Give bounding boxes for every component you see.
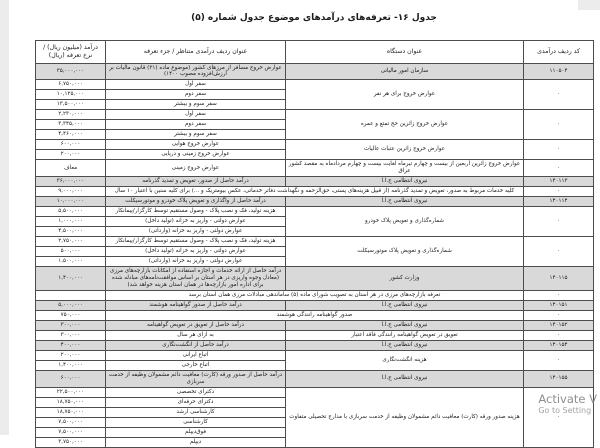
table-cell: ۰ xyxy=(524,207,594,237)
table-cell: ۱۴۰۱۱۵ xyxy=(524,267,594,291)
table-cell: ۳۰۰,۰۰۰ xyxy=(36,331,106,341)
table-cell: ۰ xyxy=(524,140,594,160)
table-cell: ۹,۰۰۰,۰۰۰ xyxy=(36,187,106,197)
table-row xyxy=(36,321,594,331)
table-cell: ۴,۴۶۰,۰۰۰ xyxy=(36,130,106,140)
table-cell: ۱۱۰۵۰۴ xyxy=(524,63,594,80)
table-row xyxy=(36,331,594,341)
table-cell: درآمد حاصل از صدور، تعویض و تمدید گذرنامه xyxy=(106,177,286,187)
table-cell: ۳,۷۵۰,۰۰۰ xyxy=(36,437,106,447)
table-cell: هزینه انگشت‌نگاری xyxy=(286,351,524,371)
table-cell: عوارض خروج زمینی و دریایی xyxy=(106,150,286,160)
table-cell: دکترای حرفه‌ای xyxy=(106,397,286,407)
table-header xyxy=(36,41,594,64)
table-cell: ۶۰۰,۰۰۰ xyxy=(36,371,106,388)
table-cell: ۰ xyxy=(524,187,594,197)
table-row xyxy=(36,291,594,301)
table-cell: ۱۴۰۱۵۱ xyxy=(524,301,594,311)
table-cell: ۱۴۰۱۵۲ xyxy=(524,321,594,331)
table-row xyxy=(36,237,594,247)
table-cell: ۶,۷۵۰,۰۰۰ xyxy=(36,80,106,90)
table-row xyxy=(36,301,594,311)
table-cell: اتباع خارجی xyxy=(106,361,286,371)
table-cell: ۲۰۰,۰۰۰ xyxy=(36,351,106,361)
table-cell: عوارض خروج زائرین حج تمتع و عمره xyxy=(286,110,524,140)
table-row xyxy=(36,371,594,388)
column-header-amount: درآمد (میلیون ریال) / نرخ تعرفه (ریال) xyxy=(36,41,106,64)
table-cell: عوارض خروج زمینی xyxy=(106,160,286,177)
table-row xyxy=(36,187,594,197)
table-cell: عوارض دولتی - واریز به خزانه (تولید داخل) xyxy=(106,247,286,257)
table-cell: ۰ xyxy=(524,237,594,267)
table-cell: دیپلم xyxy=(106,437,286,447)
table-cell: درآمد حاصل از انگشت‌نگاری xyxy=(106,341,286,351)
table-cell: ۱,۰۰۰,۰۰۰ xyxy=(36,217,106,227)
table-cell: ۳۶,۰۰۰,۰۰۰ xyxy=(36,177,106,187)
page-edge-top-right xyxy=(578,0,600,10)
table-cell: ۰ xyxy=(524,160,594,177)
table-cell: ۰ xyxy=(524,311,594,321)
table-cell: معاف xyxy=(36,160,106,177)
column-header-revenue-code: کد ردیف درآمدی xyxy=(524,41,594,64)
table-cell: عوارض دولتی - واریز به خزانه (تولید داخل) xyxy=(106,217,286,227)
table-cell: عوارض خروج زائرین اربعین از بیست و چهارم تیرماه لغایت بیست و چهارم مردادماه به مقصد کشور عراق xyxy=(286,160,524,177)
table-cell: ۰ xyxy=(524,387,594,447)
table-row xyxy=(36,63,594,80)
table-row xyxy=(36,140,594,150)
table-row xyxy=(36,110,594,120)
table-cell: ۳۰۰,۰۰۰ xyxy=(36,321,106,331)
table-cell: اتباع ایرانی xyxy=(106,351,286,361)
table-cell: ۰ xyxy=(524,351,594,371)
table-cell: نیروی انتظامی ج.ا.ا xyxy=(286,371,524,388)
table-cell: ۴۰۰,۰۰۰ xyxy=(36,341,106,351)
table-cell: نیروی انتظامی ج.ا.ا xyxy=(286,177,524,187)
table-cell: عوارض خروج مسافر از مرزهای کشور (موضوع ماده (۳۱) قانون مالیات بر ارزش‌افزوده مصوب ۱۴۰۰) xyxy=(106,63,286,80)
table-cell: عوارض خروج زائرین عتبات عالیات xyxy=(286,140,524,160)
table-header-row xyxy=(36,41,594,64)
table-cell: ۳,۳۴۵,۰۰۰ xyxy=(36,120,106,130)
table-row xyxy=(36,177,594,187)
table-cell: ۱۰,۰۰۰,۰۰۰ xyxy=(36,197,106,207)
page-edge-left xyxy=(0,0,9,435)
table-cell: ۰ xyxy=(524,80,594,110)
table-cell: ۰ xyxy=(524,291,594,301)
table-cell: فوق‌دیپلم xyxy=(106,427,286,437)
table-cell: ۱۰,۱۲۵,۰۰۰ xyxy=(36,90,106,100)
table-cell: ۵,۵۰۰,۰۰۰ xyxy=(36,207,106,217)
table-cell: تعویق در تعویض گواهینامه رانندگی فاقد اعتبار xyxy=(286,331,524,341)
table-cell: به ازای هر سال xyxy=(106,331,286,341)
table-cell: ۰ xyxy=(524,331,594,341)
table-cell: وزارت کشور xyxy=(286,267,524,291)
table-cell: ۷,۵۰۰,۰۰۰ xyxy=(36,417,106,427)
table-cell: ۱۴۰۱۵۴ xyxy=(524,341,594,351)
table-row xyxy=(36,341,594,351)
table-cell: سفر سوم و بیشتر xyxy=(106,130,286,140)
watermark-line2: Go to Setting xyxy=(538,406,592,415)
table-cell: شماره‌گذاری و تعویض پلاک خودرو xyxy=(286,207,524,237)
table-cell: سفر اول xyxy=(106,110,286,120)
table-row xyxy=(36,387,594,397)
table-cell: ۷,۵۰۰,۰۰۰ xyxy=(36,427,106,437)
table-cell: عوارض دولتی - واریز به خزانه (وارداتی) xyxy=(106,227,286,237)
table-cell: درآمد حاصل از واگذاری و تعویض پلاک خودرو و موتورسیکلت xyxy=(106,197,286,207)
page-title: جدول ۱۶- تعرفه‌های درآمدهای موضوع جدول شماره (۵) xyxy=(191,13,437,23)
table-cell: سفر دوم xyxy=(106,120,286,130)
table-cell: سفر اول xyxy=(106,80,286,90)
column-header-revenue-title: عنوان ردیف درآمدی متناظر / جزء تعرفه xyxy=(106,41,286,64)
table-cell: ۲,۷۵۰,۰۰۰ xyxy=(36,237,106,247)
table-cell: هزینه صدور ورقه (کارت) معافیت دائم مشمولان وظیفه از خدمت سربازی با مدارج تحصیلی متفاوت xyxy=(286,387,524,447)
table-cell: سفر دوم xyxy=(106,90,286,100)
table-cell: نیروی انتظامی ج.ا.ا xyxy=(286,197,524,207)
column-header-agency: عنوان دستگاه xyxy=(286,41,524,64)
table-cell: ۱,۵۰۰,۰۰۰ xyxy=(36,257,106,267)
table-cell: دکترای تخصصی xyxy=(106,387,286,397)
table-cell: ۱۴۰۱۵۵ xyxy=(524,371,594,388)
table-cell: ۱۸,۷۵۰,۰۰۰ xyxy=(36,407,106,417)
table-cell: درآمد حاصل از ارائه خدمات و اجازه استفاده از امکانات بازارچه‌های مرزی (معادل وجوه واریزی در هر استان بر اساس موافقت‌نامه‌های مبادله شده برای اداره امور بازارچه‌ها در همان استان هزینه خواهد شد) xyxy=(106,267,286,291)
table-cell: ۱۴۰۱۱۳ xyxy=(524,177,594,187)
table-cell: ۲۲,۵۰۰,۰۰۰ xyxy=(36,387,106,397)
table-row xyxy=(36,351,594,361)
table-cell: ۱۴۰۱۱۴ xyxy=(524,197,594,207)
table-cell: ۲,۲۳۰,۰۰۰ xyxy=(36,110,106,120)
table-cell: سفر سوم و بیشتر xyxy=(106,100,286,110)
table-cell: کارشناسی xyxy=(106,417,286,427)
table-cell: کارشناسی ارشد xyxy=(106,407,286,417)
table-cell: نیروی انتظامی ج.ا.ا xyxy=(286,301,524,311)
table-row xyxy=(36,197,594,207)
table-cell: هزینه تولید، فک و نصب پلاک - وصول مستقیم توسط کارگزار/پیمانکار xyxy=(106,207,286,217)
table-row xyxy=(36,311,594,321)
table-cell: درآمد حاصل از تعویق در تعویض گواهینامه xyxy=(106,321,286,331)
table-cell: ۱,۴۰۰,۰۰۰ xyxy=(36,361,106,371)
table-cell: ۵۰۰,۰۰۰ xyxy=(36,247,106,257)
table-cell: ۳۵,۰۰۰,۰۰۰ xyxy=(36,63,106,80)
table-row xyxy=(36,207,594,217)
table-cell: ۴,۵۰۰,۰۰۰ xyxy=(36,227,106,237)
table-cell: ۱,۴۰۰,۰۰۰ xyxy=(36,267,106,291)
table-cell: ۱۸,۷۵۰,۰۰۰ xyxy=(36,397,106,407)
table-cell: ۷۵۰,۰۰۰ xyxy=(36,311,106,321)
tariff-table xyxy=(35,40,594,448)
table-cell: کلیه خدمات مربوط به صدور، تعویض و تمدید گذرنامه (از قبیل هزینه‌های پستی، حق‌الزحمه و نگهداشت دفاتر خدماتی، عکس بیومتریک و ...) برای کلیه سنین با اعتبار ۱۰ سال xyxy=(106,187,524,197)
table-cell: ۰ xyxy=(524,110,594,140)
table-cell: درآمد حاصل از صدور گواهینامه هوشمند xyxy=(106,301,286,311)
table-cell: عوارض دولتی - واریز به خزانه (وارداتی) xyxy=(106,257,286,267)
table-body xyxy=(36,63,594,447)
table-cell: شماره‌گذاری و تعویض پلاک موتورسیکلت xyxy=(286,237,524,267)
table-cell: نیروی انتظامی ج.ا.ا xyxy=(286,341,524,351)
table-row xyxy=(36,267,594,291)
table-cell: ۲۰۰,۰۰۰ xyxy=(36,150,106,160)
table-cell: درآمد حاصل از صدور ورقه (کارت) معافیت دائم مشمولان وظیفه از خدمت سربازی xyxy=(106,371,286,388)
table-cell: عوارض خروج هوایی xyxy=(106,140,286,150)
table-cell: ۵,۰۰۰,۰۰۰ xyxy=(36,301,106,311)
table-row xyxy=(36,80,594,90)
table-cell: تعرفه بازارچه‌های مرزی در هر استان به تصویب شورای ماده (۵) ساماندهی مبادلات مرزی همان استان برسد xyxy=(106,291,524,301)
table-cell xyxy=(36,291,106,301)
watermark-line1: Activate V xyxy=(538,392,597,406)
table-cell: نیروی انتظامی ج.ا.ا xyxy=(286,321,524,331)
table-cell: هزینه تولید، فک و نصب پلاک - وصول مستقیم توسط کارگزار/پیمانکار xyxy=(106,237,286,247)
table-cell: عوارض خروج برای هر نفر xyxy=(286,80,524,110)
table-cell: ۱۳,۵۰۰,۰۰۰ xyxy=(36,100,106,110)
table-row xyxy=(36,160,594,177)
table-cell: ۶۰۰,۰۰۰ xyxy=(36,140,106,150)
table-cell: صدور گواهینامه رانندگی هوشمند xyxy=(106,311,524,321)
table-cell: سازمان امور مالیاتی xyxy=(286,63,524,80)
